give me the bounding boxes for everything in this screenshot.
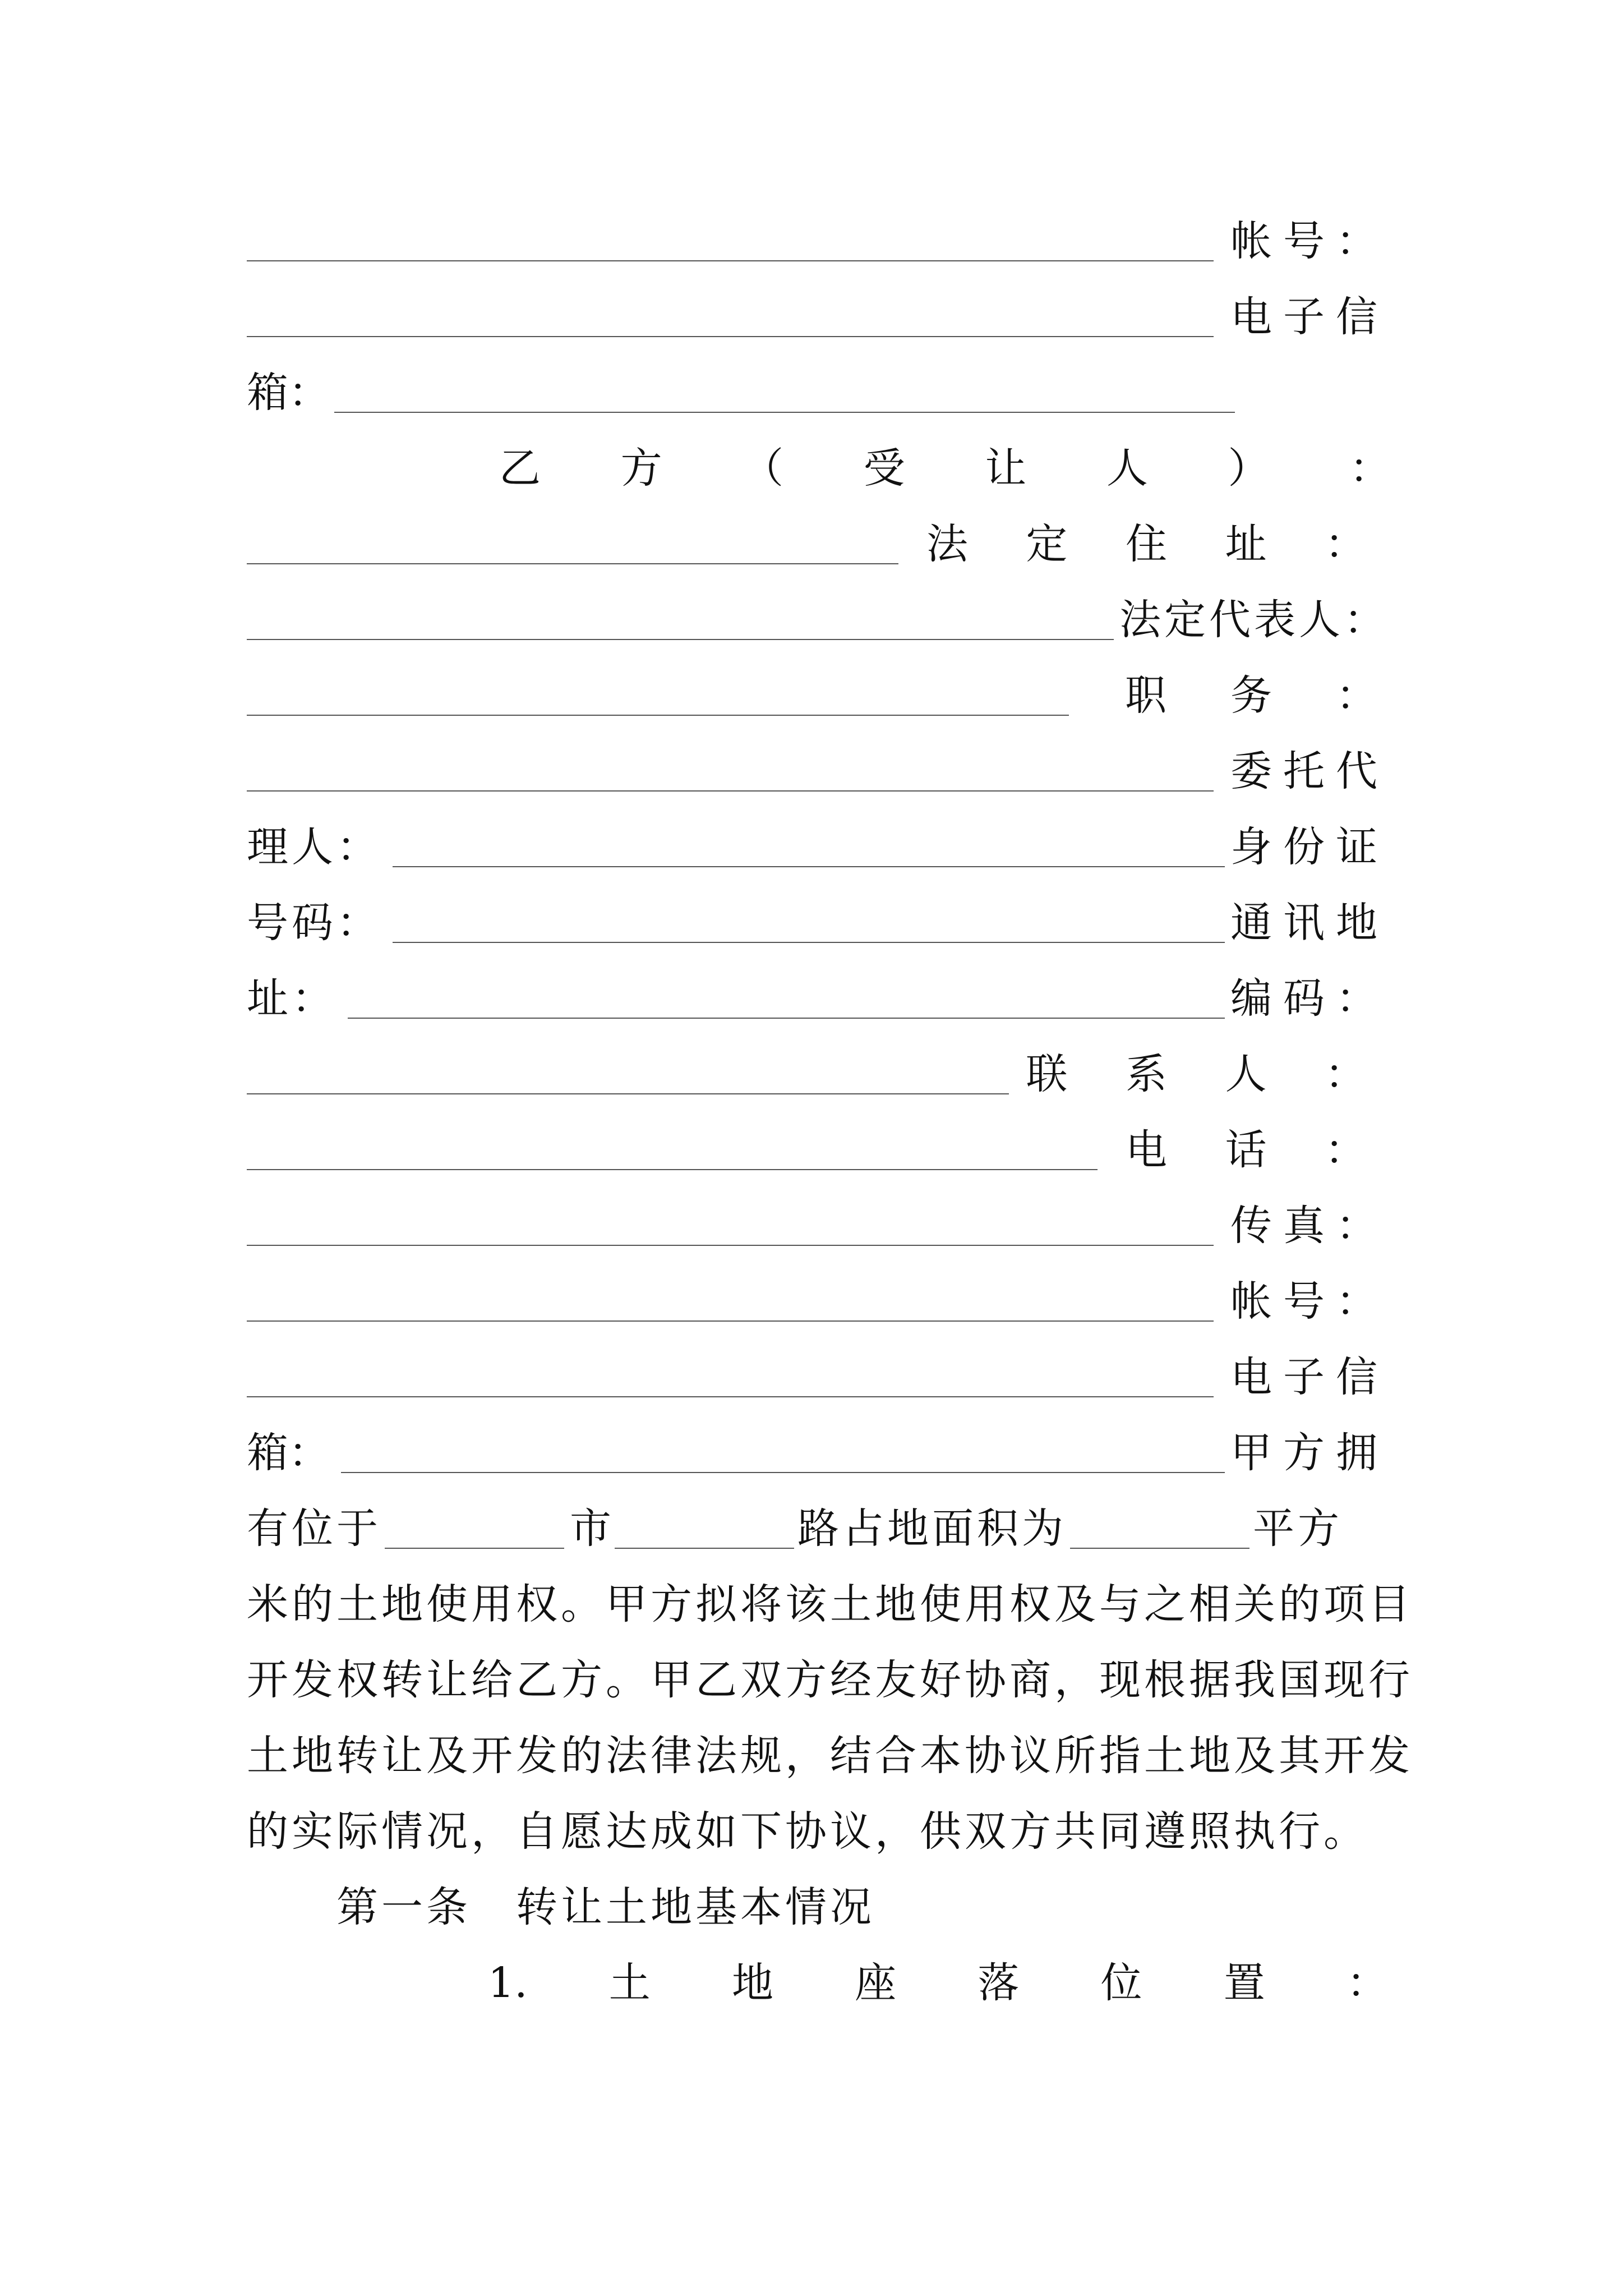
land-location-char: 位 [1100,1959,1142,2007]
land-location-char: 置 [1223,1959,1265,2007]
road-blank[interactable] [615,1548,794,1549]
party-b-heading-char: 人 [1106,444,1148,493]
party-b-heading-char: 受 [863,444,905,493]
party-b-heading [499,424,1391,496]
land-location-char: 座 [855,1959,897,2007]
agent-label-cont: 理人： [247,823,381,871]
fax-label: 传真： [1230,1202,1389,1250]
id-label: 身份证 [1230,823,1389,871]
party-b-heading-char: ） [1228,444,1270,493]
land-location-char: ： [1346,1959,1388,2007]
agent-label: 委托代 [1230,747,1389,795]
agent-blank[interactable] [247,790,1214,792]
paragraph-text-3: 开发权转让给乙方。甲乙双方经友好协商，现根据我国现行 [247,1656,1413,1704]
phone-row [247,1105,1389,1178]
land-text-1: 有位于 [247,1504,381,1553]
legal-address-label: 法 定 住 址 ： [926,520,1389,568]
agent-row [247,726,1389,799]
party-b-email-blank[interactable] [247,1396,1214,1397]
agent-id-row [247,802,1389,875]
party-b-account-row [247,1257,1389,1329]
fax-row [247,1181,1389,1254]
article-1-title-row [336,1862,1391,1935]
party-b-heading-char: 让 [985,444,1027,493]
email-label: 电子信 [1230,293,1389,341]
paragraph-line-5 [247,1787,1389,1860]
position-label: 职 务 ： [1125,671,1389,720]
contact-label: 联 系 人 ： [1026,1050,1389,1098]
area-blank[interactable] [1070,1548,1249,1549]
id-label-cont: 号码： [247,899,381,947]
article-1-item-1 [488,1938,1388,2011]
party-b-heading-text [499,440,1391,496]
party-b-email-label: 电子信 [1230,1353,1389,1401]
email-blank-2[interactable] [334,412,1235,413]
article-1-title: 第一条 转让土地基本情况 [336,1883,875,1931]
id-mail-row [247,878,1389,951]
contact-blank[interactable] [247,1093,1009,1094]
land-text-2: 市 [570,1504,611,1553]
paragraph-line-3 [247,1635,1413,1708]
account-label: 帐号： [1230,217,1389,265]
party-b-heading-char: ： [1349,444,1391,493]
land-location-line [247,1484,1389,1557]
legal-rep-blank[interactable] [247,639,1114,640]
contact-row [247,1029,1389,1102]
land-location-char: 落 [978,1959,1020,2007]
paragraph-line-4 [247,1711,1413,1784]
land-location-char: 1. [488,1959,528,2007]
land-text-4: 平方 [1253,1504,1343,1553]
postcode-label: 编码： [1230,974,1389,1023]
party-b-email-label-cont: 箱： [247,1429,330,1477]
party-a-account-row [247,196,1389,269]
party-b-account-blank[interactable] [247,1320,1214,1322]
party-b-email-row [247,1332,1389,1405]
party-b-heading-char: （ [742,444,784,493]
mail-address-blank[interactable] [348,1018,1225,1019]
party-b-email-blank-2[interactable] [341,1472,1225,1473]
land-location-char: 土 [608,1959,651,2007]
party-b-heading-char: 方 [620,444,662,493]
party-b-email-row-2 [247,1408,1389,1481]
city-blank[interactable] [385,1548,564,1549]
email-label-cont: 箱： [247,369,330,417]
legal-address-blank[interactable] [247,563,898,564]
legal-rep-label: 法定代表人： [1119,596,1389,644]
party-a-email-row [247,272,1389,345]
mail-postcode-row [247,954,1389,1027]
para-start: 甲方拥 [1230,1429,1389,1477]
mail-address-label: 通讯地 [1230,899,1389,947]
agent-name-blank[interactable] [393,866,1225,867]
legal-rep-row [247,575,1389,648]
email-blank[interactable] [247,336,1214,337]
legal-address-row [247,499,1389,572]
paragraph-text-5: 的实际情况，自愿达成如下协议，供双方共同遵照执行。 [247,1807,1368,1856]
party-a-email-row-2 [247,348,1389,421]
paragraph-line-2 [247,1559,1413,1632]
position-blank[interactable] [247,715,1069,716]
position-row [247,651,1389,724]
paragraph-text-4: 土地转让及开发的法律法规，结合本协议所指土地及其开发 [247,1732,1413,1780]
mail-address-label-cont: 址： [247,974,336,1023]
land-location-char: 地 [731,1959,773,2007]
phone-blank[interactable] [247,1169,1098,1170]
account-blank[interactable] [247,260,1214,261]
land-location-label [488,1955,1388,2011]
party-b-account-label: 帐号： [1230,1277,1389,1326]
id-number-blank[interactable] [393,942,1225,943]
party-b-heading-char: 乙 [499,444,541,493]
phone-label: 电 话 ： [1125,1126,1389,1174]
land-text-3: 路占地面积为 [797,1504,1067,1553]
fax-blank[interactable] [247,1245,1214,1246]
paragraph-text-2: 米的土地使用权。甲方拟将该土地使用权及与之相关的项目 [247,1580,1413,1628]
